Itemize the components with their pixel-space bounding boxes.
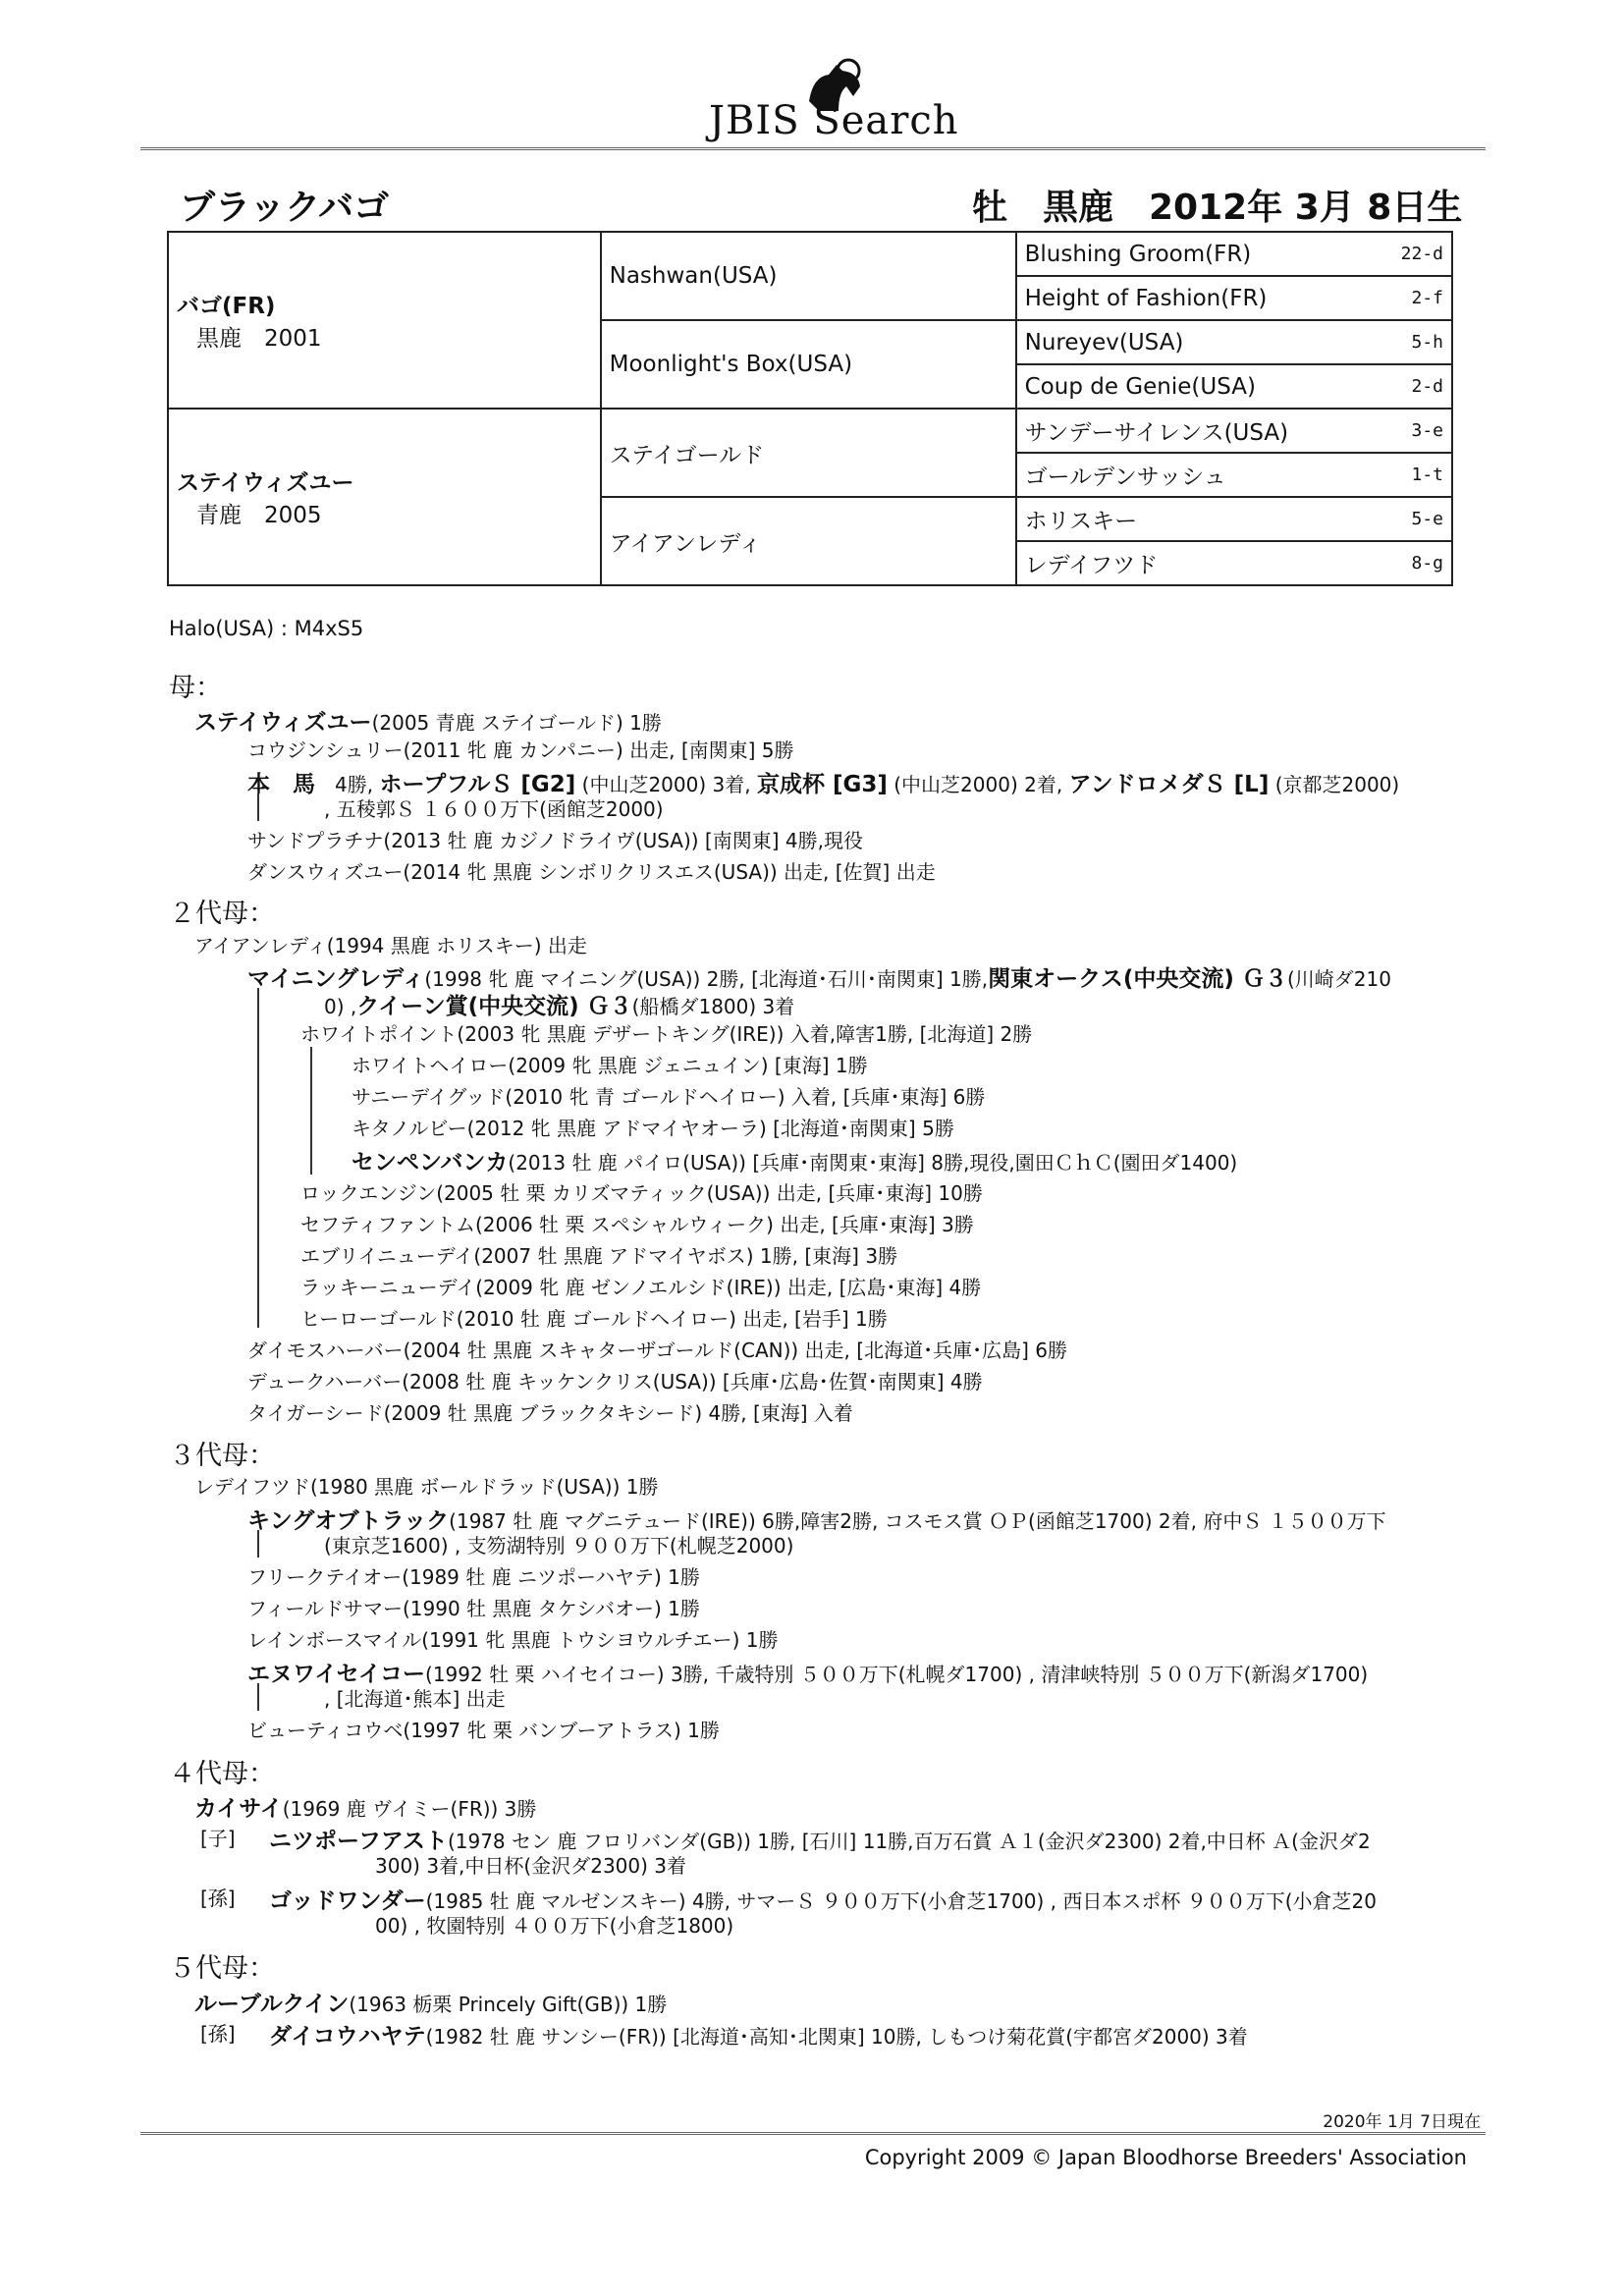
progeny-line: ロックエンジン(2005 牡 栗 カリズマティック(USA)) 出走, [兵庫･東海] 10勝 (300, 1181, 983, 1205)
pedigree-gen3: ホリスキー (1016, 497, 1382, 541)
progeny-line: エヌワイセイコー(1992 牡 栗 ハイセイコー) 3勝, 千歳特別 ５００万下(札幌ダ1700) , 清津峡特別 ５００万下(新潟ダ1700) (247, 1662, 1369, 1687)
jbis-logo (709, 57, 959, 145)
main-horse-line: 本 馬 4勝, ホープフルＳ [G2] (中山芝2000) 3着, 京成杯 [G3] (中山芝2000) 2着, アンドロメダＳ [L] (京都芝2000) (247, 772, 1400, 797)
family-number: 5-e (1381, 497, 1452, 541)
copyright: Copyright 2009 © Japan Bloodhorse Breeders' Association (864, 2146, 1467, 2169)
progeny-line: フリークテイオー(1989 牡 鹿 ニツポーハヤテ) 1勝 (247, 1565, 700, 1589)
family-number: 22-d (1381, 232, 1452, 276)
pedigree-gen3: Height of Fashion(FR) (1016, 276, 1382, 320)
progeny-line: エブリイニューデイ(2007 牡 黒鹿 アドマイヤボス) 1勝, [東海] 3勝 (300, 1244, 898, 1268)
family-number: 2-f (1381, 276, 1452, 320)
relation-tag: [孫] (200, 1886, 236, 1910)
pedigree-gen2: Moonlight's Box(USA) (601, 320, 1016, 409)
main-horse-line-cont: , 五稜郭Ｓ １６００万下(函館芝2000) (324, 797, 664, 821)
progeny-line-cont: , [北海道･熊本] 出走 (324, 1687, 506, 1711)
tree-line (257, 988, 259, 1328)
family-number: 1-t (1381, 453, 1452, 497)
g2-dam-line: アイアンレディ(1994 黒鹿 ホリスキー) 出走 (194, 934, 587, 957)
pedigree-gen3: サンデーサイレンス(USA) (1016, 409, 1382, 453)
tree-line (310, 1047, 312, 1175)
progeny-line: タイガーシード(2009 牡 黒鹿 ブラックタキシード) 4勝, [東海] 入着 (247, 1401, 853, 1425)
progeny-line: ホワイトポイント(2003 牝 黒鹿 デザートキング(IRE)) 入着,障害1勝, [北海道] 2勝 (300, 1022, 1033, 1046)
header-divider (140, 147, 1486, 150)
section-dam: 母： (169, 673, 222, 703)
family-number: 5-h (1381, 320, 1452, 364)
dam-info: 青鹿 2005 (196, 503, 322, 528)
pedigree-gen3: Nureyev(USA) (1016, 320, 1382, 364)
logo-text: JBIS Search (709, 98, 959, 143)
inbreeding-note: Halo(USA) : M4xS5 (169, 617, 364, 640)
sire-cell (168, 232, 601, 409)
section-g3: ３代母： (169, 1441, 275, 1471)
progeny-line: ラッキーニューデイ(2009 牝 鹿 ゼンノエルシド(IRE)) 出走, [広島･東海] 4勝 (300, 1276, 982, 1299)
tree-line (257, 1683, 259, 1711)
progeny-line: キングオブトラック(1987 牡 鹿 マグニテュード(IRE)) 6勝,障害2勝, コスモス賞 ＯＰ(函館芝1700) 2着, 府中Ｓ １５００万下 (247, 1508, 1386, 1534)
progeny-line: セフティファントム(2006 牡 栗 スペシャルウィーク) 出走, [兵庫･東海] 3勝 (300, 1213, 974, 1236)
progeny-line: ダンスウィズユー(2014 牝 黒鹿 シンボリクリスエス(USA)) 出走, [佐賀] 出走 (247, 860, 936, 884)
footer-divider (140, 2132, 1486, 2135)
sire-info: 黒鹿 2001 (196, 326, 322, 352)
section-g5: ５代母： (169, 1953, 275, 1984)
progeny-line: センペンバンカ(2013 牡 鹿 パイロ(USA)) [兵庫･南関東･東海] 8勝,現役,園田ＣｈＣ(園田ダ1400) (352, 1150, 1238, 1175)
progeny-line-cont: (東京芝1600) , 支笏湖特別 ９００万下(札幌芝2000) (324, 1534, 794, 1558)
dam-name: ステイウィズユー (177, 470, 354, 496)
progeny-line: ダイモスハーバー(2004 牡 黒鹿 スキャターザゴールド(CAN)) 出走, [北海道･兵庫･広島] 6勝 (247, 1339, 1067, 1362)
progeny-line: コウジンシュリー(2011 牝 鹿 カンパニー) 出走, [南関東] 5勝 (247, 738, 794, 762)
progeny-line-cont: 300) 3着,中日杯(金沢ダ2300) 3着 (375, 1854, 687, 1878)
progeny-line: サニーデイグッド(2010 牝 青 ゴールドヘイロー) 入着, [兵庫･東海] 6勝 (352, 1085, 986, 1109)
progeny-line: フィールドサマー(1990 牡 黒鹿 タケシバオー) 1勝 (247, 1597, 700, 1620)
progeny-line: ゴッドワンダー(1985 牡 鹿 マルゼンスキー) 4勝, サマーＳ ９００万下(小倉芝1700) , 西日本スポ杯 ９００万下(小倉芝20 (269, 1888, 1377, 1914)
progeny-line-cont: 00) , 牧園特別 ４００万下(小倉芝1800) (375, 1914, 734, 1938)
g4-dam-line: カイサイ(1969 鹿 ヴイミー(FR)) 3勝 (194, 1796, 537, 1822)
family-number: 2-d (1381, 364, 1452, 409)
section-g4: ４代母： (169, 1759, 275, 1789)
as-of-date: 2020年 1月 7日現在 (1323, 2112, 1481, 2132)
progeny-line: レインボースマイル(1991 牝 黒鹿 トウシヨウルチエー) 1勝 (247, 1628, 779, 1652)
progeny-line-cont: 0) ,クイーン賞(中央交流) Ｇ３(船橋ダ1800) 3着 (324, 994, 795, 1019)
progeny-line: ニツポーフアスト(1978 セン 鹿 フロリバンダ(GB)) 1勝, [石川] 11勝,百万石賞 Ａ１(金沢ダ2300) 2着,中日杯 Ａ(金沢ダ2 (269, 1829, 1371, 1854)
horse-name: ブラックバゴ (180, 188, 390, 228)
relation-tag: [孫] (200, 2022, 236, 2046)
progeny-line: サンドプラチナ(2013 牡 鹿 カジノドライヴ(USA)) [南関東] 4勝,現役 (247, 829, 863, 852)
pedigree-gen2: アイアンレディ (601, 497, 1016, 585)
family-number: 8-g (1381, 541, 1452, 585)
dam-line: ステイウィズユー(2005 青鹿 ステイゴールド) 1勝 (194, 710, 662, 736)
pedigree-table (167, 231, 1453, 586)
pedigree-gen2: Nashwan(USA) (601, 232, 1016, 320)
progeny-line: マイニングレディ(1998 牝 鹿 マイニング(USA)) 2勝, [北海道･石川･南関東] 1勝,関東オークス(中央交流) Ｇ３(川崎ダ210 (247, 966, 1391, 992)
progeny-line: ホワイトヘイロー(2009 牝 黒鹿 ジェニュイン) [東海] 1勝 (352, 1054, 868, 1077)
pedigree-gen3: レデイフツド (1016, 541, 1382, 585)
progeny-line: ビューティコウベ(1997 牝 栗 バンブーアトラス) 1勝 (247, 1719, 720, 1742)
progeny-line: デュークハーバー(2008 牡 鹿 キッケンクリス(USA)) [兵庫･広島･佐賀･南関東] 4勝 (247, 1370, 983, 1394)
pedigree-gen3: ゴールデンサッシュ (1016, 453, 1382, 497)
horse-info: 牡 黒鹿 2012年 3月 8日生 (972, 188, 1463, 228)
pedigree-gen2: ステイゴールド (601, 409, 1016, 497)
dam-cell (168, 409, 601, 585)
tree-line (257, 1530, 259, 1558)
tree-line (257, 793, 259, 821)
relation-tag: [子] (200, 1827, 236, 1850)
pedigree-gen3: Blushing Groom(FR) (1016, 232, 1382, 276)
family-number: 3-e (1381, 409, 1452, 453)
pedigree-gen3: Coup de Genie(USA) (1016, 364, 1382, 409)
sire-name: バゴ(FR) (177, 294, 276, 319)
section-g2: ２代母： (169, 899, 275, 929)
progeny-line: キタノルビー(2012 牝 黒鹿 アドマイヤオーラ) [北海道･南関東] 5勝 (352, 1117, 954, 1140)
progeny-line: ダイコウハヤテ(1982 牡 鹿 サンシー(FR)) [北海道･高知･北関東] 10勝, しもつけ菊花賞(宇都宮ダ2000) 3着 (269, 2024, 1248, 2050)
progeny-line: ヒーローゴールド(2010 牡 鹿 ゴールドヘイロー) 出走, [岩手] 1勝 (300, 1307, 888, 1331)
g3-dam-line: レデイフツド(1980 黒鹿 ボールドラッド(USA)) 1勝 (194, 1475, 659, 1499)
g5-dam-line: ルーブルクイン(1963 栃栗 Princely Gift(GB)) 1勝 (194, 1992, 668, 2017)
